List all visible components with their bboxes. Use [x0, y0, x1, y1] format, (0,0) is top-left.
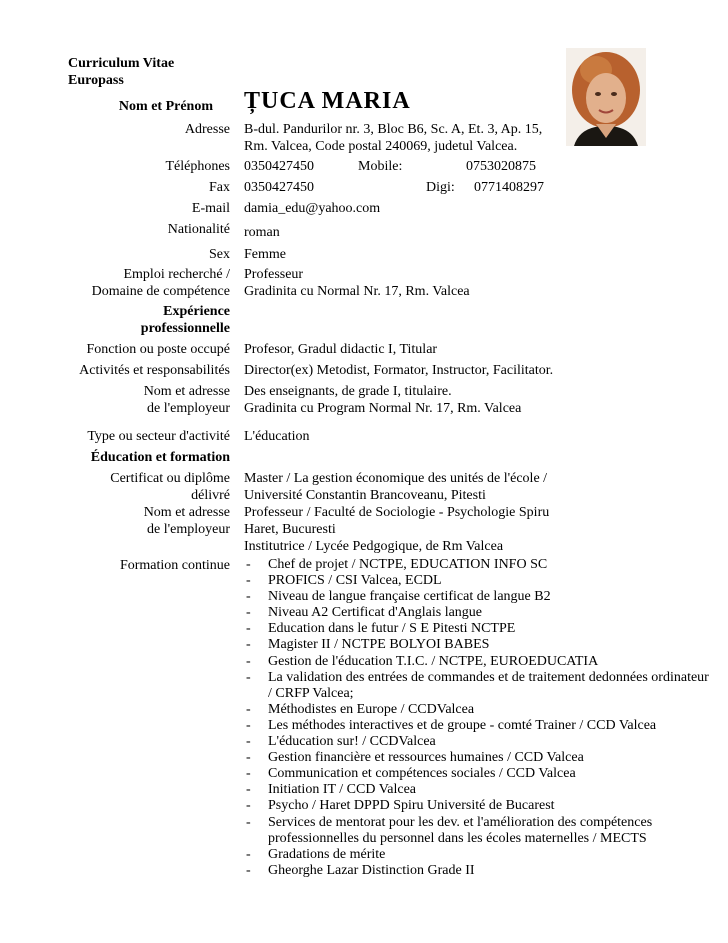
- address-line-2: Rm. Valcea, Code postal 240069, judetul Valcea.: [244, 139, 518, 154]
- experience-heading-2: professionnelle: [140, 321, 230, 336]
- cert-label-4: de l'employeur: [147, 522, 230, 537]
- nationality-label: Nationalité: [167, 222, 230, 237]
- list-item: - La validation des entrées de commandes et de traitement dedonnées ordinateur / CRFP Valcea;: [244, 670, 714, 702]
- list-item: - Services de mentorat pour les dev. et l'amélioration des compétences professionnelles du personnel dans les écoles maternelles / MECTS: [244, 815, 714, 847]
- name-label: Nom et Prénom: [118, 99, 213, 114]
- job-value-2: Gradinita cu Normal Nr. 17, Rm. Valcea: [244, 284, 470, 299]
- education-heading: Éducation et formation: [90, 450, 230, 465]
- position-label: Fonction ou poste occupé: [86, 342, 230, 357]
- experience-heading-1: Expérience: [163, 304, 230, 319]
- list-item: - Chef de projet / NCTPE, EDUCATION INFO SC: [244, 557, 714, 573]
- email-value: damia_edu@yahoo.com: [244, 201, 381, 216]
- employer-label-1: Nom et adresse: [143, 384, 230, 399]
- cert-line: Professeur / Faculté de Sociologie - Psychologie Spiru: [244, 505, 550, 520]
- position-value: Profesor, Gradul didactic I, Titular: [244, 342, 438, 357]
- cert-label-3: Nom et adresse: [143, 505, 230, 520]
- fax-value: 0350427450: [244, 180, 314, 195]
- phone-label: Téléphones: [165, 159, 230, 174]
- cert-line: Institutrice / Lycée Pedgogique, de Rm Valcea: [244, 539, 504, 554]
- employer-value-2: Gradinita cu Program Normal Nr. 17, Rm. Valcea: [244, 401, 522, 416]
- job-value-1: Professeur: [244, 267, 304, 282]
- list-item: - Gheorghe Lazar Distinction Grade II: [244, 863, 714, 879]
- cert-line: Master / La gestion économique des unités de l'école /: [244, 471, 548, 486]
- address-label: Adresse: [184, 122, 230, 137]
- job-label-1: Emploi recherché /: [123, 267, 230, 282]
- mobile-value: 0753020875: [466, 159, 536, 174]
- list-item: - Méthodistes en Europe / CCDValcea: [244, 702, 714, 718]
- list-item: - Niveau de langue française certificat de langue B2: [244, 589, 714, 605]
- cv-title: Curriculum Vitae: [68, 56, 175, 71]
- profile-photo: [566, 48, 646, 146]
- list-item: - PROFICS / CSI Valcea, ECDL: [244, 573, 714, 589]
- nationality-value: roman: [244, 225, 280, 240]
- activities-value: Director(ex) Metodist, Formator, Instructor, Facilitator.: [244, 363, 554, 378]
- list-item: - Education dans le futur / S E Pitesti NCTPE: [244, 621, 714, 637]
- fax-label: Fax: [209, 180, 230, 195]
- cv-subtitle: Europass: [68, 73, 124, 88]
- mobile-label: Mobile:: [358, 159, 403, 174]
- list-item: - Psycho / Haret DPPD Spiru Université de Bucarest: [244, 798, 714, 814]
- digi-value: 0771408297: [474, 180, 544, 195]
- phone-value: 0350427450: [244, 159, 314, 174]
- digi-label: Digi:: [426, 180, 455, 195]
- sector-value: L'éducation: [244, 429, 310, 444]
- cert-label-2: délivré: [191, 488, 230, 503]
- sex-value: Femme: [244, 247, 286, 262]
- continuing-list: [244, 557, 714, 879]
- full-name: ȚUCA MARIA: [244, 88, 411, 114]
- list-item: - Niveau A2 Certificat d'Anglais langue: [244, 605, 714, 621]
- list-item: - Les méthodes interactives et de groupe - comté Trainer / CCD Valcea: [244, 718, 714, 734]
- sex-label: Sex: [209, 247, 230, 262]
- activities-label: Activités et responsabilités: [79, 363, 230, 378]
- cert-line: Université Constantin Brancoveanu, Pitesti: [244, 488, 486, 503]
- list-item: - Gradations de mérite: [244, 847, 714, 863]
- cert-line: Haret, Bucuresti: [244, 522, 336, 537]
- list-item: - Communication et compétences sociales / CCD Valcea: [244, 766, 714, 782]
- email-label: E-mail: [191, 201, 230, 216]
- address-line-1: B-dul. Pandurilor nr. 3, Bloc B6, Sc. A, Et. 3, Ap. 15,: [244, 122, 543, 137]
- sector-label: Type ou secteur d'activité: [87, 429, 230, 444]
- list-item: - Magister II / NCTPE BOLYOI BABES: [244, 637, 714, 653]
- continuing-label: Formation continue: [119, 558, 230, 573]
- list-item: - Gestion financière et ressources humaines / CCD Valcea: [244, 750, 714, 766]
- employer-value-1: Des enseignants, de grade I, titulaire.: [244, 384, 452, 399]
- list-item: - Gestion de l'éducation T.I.C. / NCTPE, EUROEDUCATIA: [244, 654, 714, 670]
- employer-label-2: de l'employeur: [147, 401, 230, 416]
- cert-label-1: Certificat ou diplôme: [110, 471, 230, 486]
- list-item: - Initiation IT / CCD Valcea: [244, 782, 714, 798]
- job-label-2: Domaine de compétence: [91, 284, 230, 299]
- list-item: - L'éducation sur! / CCDValcea: [244, 734, 714, 750]
